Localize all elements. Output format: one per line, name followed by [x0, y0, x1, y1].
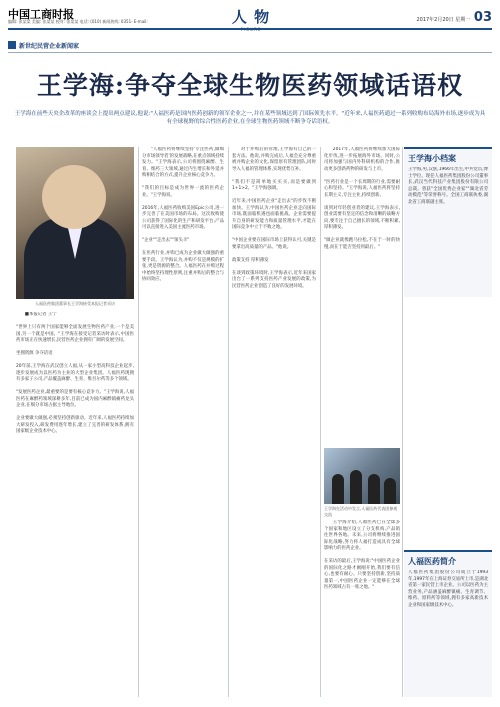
- article-column-1: [16, 312, 134, 697]
- paper-name: 中国工商时报: [8, 8, 74, 21]
- masthead-info: 编辑: 张某某 美编: 张某某 校对: 张某某 电话: (010) 新闻热线: 0351- E-mail:: [8, 19, 148, 24]
- event-photo: [324, 448, 400, 504]
- column-divider: [320, 147, 321, 697]
- sidebar-text: 王学海,男,汉族,1966年出生,中共党员,博士学位。现任人福医药集团股份公司董事长,武汉当代科技产业集团股份有限公司总裁。曾获"全国优秀企业家""湖北省劳动模范"等荣誉称号。全国工商联执委,湖北省工商联副主席。: [408, 167, 488, 205]
- page-number: 03: [473, 10, 492, 25]
- column-divider: [138, 147, 139, 697]
- column-divider: [228, 147, 229, 697]
- article-text: 王学海介绍,人福医药已在全球多个国家和地区设立了分支机构,产品销往世界各地。未来,公司将继续推进国际化战略,努力将人福打造成具有全球影响力的医药企业。 在采访的最后,王学海说:"中国医药企业的国际化之路才刚刚开始,我们要有信心,也要有耐心。只要坚持创新,坚持质量第一,中国医药企业一定能够在全球医药领域占有一席之地。": [324, 520, 400, 590]
- photo-figure: [350, 470, 362, 504]
- masthead: [8, 6, 492, 36]
- section-title: 人 物: [231, 8, 271, 26]
- article-text: ■本报记者 王宁 "世界上只有两个国家能够全面发展生物医药产业,一个是美国,另一个就是中国。"王学海在接受记者采访时表示,中国医药市场正在快速增长,民营医药企业拥有广阔的发展空间。 坐拥资源 争夺话语 20年前,王学海在武汉创立人福,从一家小型高科技企业起步,逐步发展成为以医药为主业的大型企业集团。人福医药现拥有多家子公司,产品覆盖麻醉、生育、维吾尔药等多个领域。 "发展医药企业,最重要的是要有核心竞争力。"王学海说,人福医药在麻醉药领域深耕多年,目前已成为国内麻醉镇痛药龙头企业,在细分市场占据主导地位。 企业要做大做强,必须坚持创新驱动。近年来,人福医药持续加大研发投入,研发费用逐年增长,建立了完善的研发体系,拥有国家级企业技术中心。: [16, 312, 134, 434]
- divider: [8, 52, 492, 53]
- headline: 王学海:争夺全球生物医药领域话语权: [36, 71, 464, 100]
- masthead-date: [416, 10, 492, 25]
- article-column-3: [232, 147, 316, 697]
- photo-figure: [384, 478, 396, 504]
- article-column-5: [324, 520, 400, 697]
- photo-figure: [332, 474, 344, 504]
- column-tag-label: 新世纪民营企业新闻家: [19, 42, 80, 50]
- company-sidebar: [404, 550, 492, 697]
- photo-figure: [368, 474, 380, 504]
- column-tag-mark: [8, 41, 16, 49]
- article-text: 2017年,人福医药将继续加大国际化步伐,进一步拓展海外市场。同时,公司将加强与国内外科研机构的合作,推动更多创新药物的研发与上市。 "医药行业是一个长周期的行业,需要耐心和坚持。"王学海说,人福医药将坚持长期主义,专注主业,持续创新。 谈到对年轻创业者的建议,王学海表示,创业需要有坚定的信念和清晰的战略方向,要专注于自己擅长的领域,不断积累,厚积薄发。 "做企业就像跑马拉松,不在于一时的快慢,而在于能否坚持到最后。": [324, 147, 400, 250]
- lead-paragraph: 王学海在前些天央企改革的座谈会上提出两点建议,他说:"人福医药是国内医药创新的领军企业之一,并在某些领域达到了国际领先水平。"近年来,人福医药通过一系列收购布局海外市场,逐步成为具有全球视野的综合性医药企业,在全球生物医药领域不断争夺话语权。: [14, 111, 486, 125]
- sidebar-title: 王学海小档案: [408, 153, 456, 163]
- sidebar-title: 人福医药简介: [408, 556, 456, 566]
- sidebar-text: 人福医药集团股份公司成立于1993年,1997年在上海证券交易所上市,是湖北省第一家民营上市企业。公司以医药为主营业务,产品涵盖麻醉镇痛、生育调节、维药、原料药等领域,拥有多家高新技术企业和国家级技术中心。: [408, 570, 488, 608]
- column-divider: [402, 147, 403, 697]
- event-photo-caption: 王学海在活动中发言,人福医药代表团参观交流: [324, 506, 398, 517]
- profile-sidebar: [404, 147, 492, 297]
- masthead-rule: [8, 28, 492, 30]
- photo-caption: 人福医药集团董事长王学海接受本报记者采访: [35, 301, 115, 306]
- article-text: 对于并购后的管理,王学海有自己的一套方法。他说,并购完成后,人福会充分尊重被并购企业的文化,保留原有管理团队,同时导入人福的管理体系,实现优势互补。 "我们不是简单地买买买,而是要做到1+1>2。"王学海强调。 近年来,中国医药企业"走出去"的步伐不断加快。王学海认为,中国医药企业走向国际市场,既面临机遇也面临挑战。企业需要提升自身的研发能力和质量管理水平,才能在国际竞争中立于不败之地。 "中国企业要在国际市场上获得认可,关键是要拿出高质量的产品。"他说。 政策支持 厚积薄发 在谈到政策环境时,王学海表示,近年来国家出台了一系列支持医药产业发展的政策,为民营医药企业创造了良好的发展环境。: [232, 147, 316, 289]
- article-column-4: [324, 147, 400, 443]
- portrait-photo: [16, 147, 134, 299]
- column-tag: [8, 40, 79, 50]
- article-text: "人福医药将继续坚持'专注医药,做细分市场领导者'的发展战略,在重点领域持续发力。"王学海表示,公司将围绕麻醉、生育、维药三大领域,通过内生增长和外延并购相结合的方式,提升企业核心竞争力。 "我们的目标是成为世界一流的医药企业。"王学海说。 2016年,人福医药收购美国Epic公司,进一步完善了在美国市场的布局。这次收购使公司获得了国际化的生产和研发平台,产品可以直接进入美国主流医药市场。 "企业""走出去""领头羊" 在医药行业,并购已成为企业做大做强的重要手段。王学海认为,并购不仅是规模的扩张,更是资源的整合。人福医药在并购过程中始终坚持理性原则,注重并购后的整合与协同效应。: [142, 147, 224, 282]
- article-column-2: [142, 147, 224, 697]
- photo-face: [42, 165, 106, 229]
- issue-date: 2017年2月20日 星期一: [416, 17, 471, 23]
